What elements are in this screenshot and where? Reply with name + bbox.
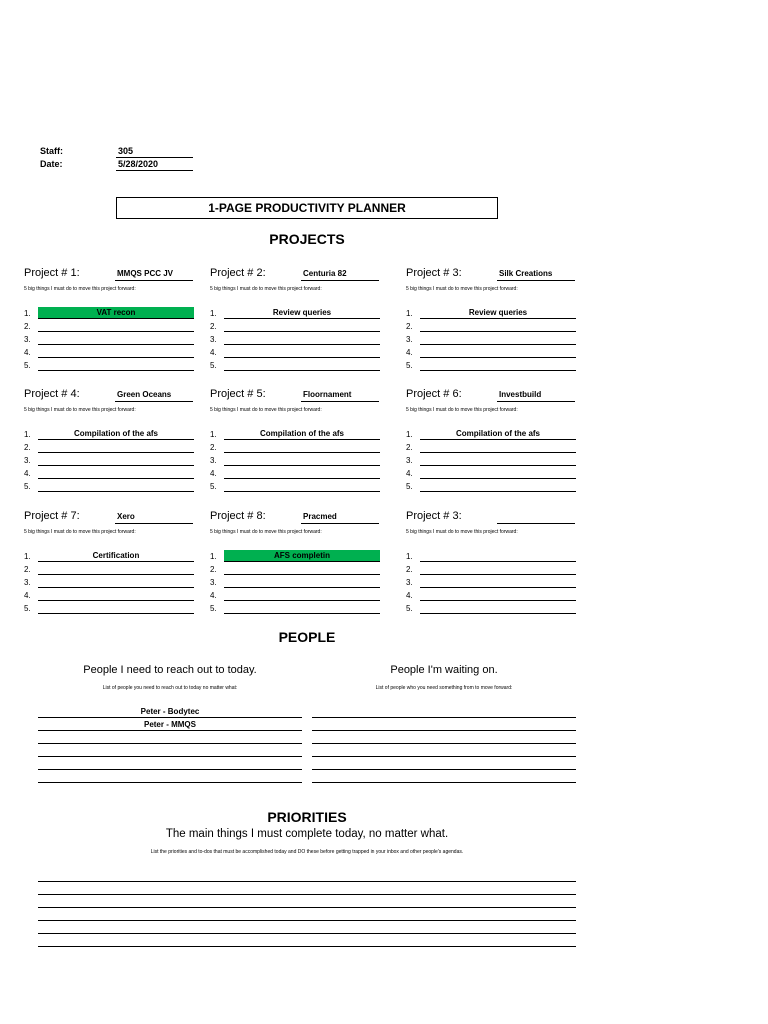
task-number: 3. — [210, 335, 217, 344]
project-name[interactable]: Investbuild — [499, 390, 542, 399]
project-task[interactable]: AFS completin — [224, 550, 380, 562]
project-task[interactable] — [420, 454, 576, 466]
staff-value[interactable]: 305 — [118, 146, 134, 156]
project-label: Project # 8: — [210, 510, 266, 522]
reach-out-item[interactable]: Peter - Bodytec — [38, 705, 302, 718]
waiting-title: People I'm waiting on. — [390, 664, 498, 676]
project-task[interactable] — [38, 454, 194, 466]
project-name-underline — [497, 280, 575, 281]
project-task[interactable] — [38, 467, 194, 479]
project-task[interactable] — [420, 602, 576, 614]
task-number: 2. — [210, 322, 217, 331]
project-name-underline — [115, 280, 193, 281]
task-number: 2. — [24, 565, 31, 574]
project-task[interactable] — [420, 550, 576, 562]
project-name-underline — [301, 523, 379, 524]
task-number: 1. — [210, 430, 217, 439]
project-task[interactable] — [224, 359, 380, 371]
project-task[interactable] — [420, 589, 576, 601]
waiting-item[interactable] — [312, 757, 576, 770]
task-number: 5. — [24, 604, 31, 613]
project-subtitle: 5 big things I must do to move this project forward: — [406, 407, 518, 413]
project-task[interactable] — [420, 563, 576, 575]
project-name-underline — [497, 523, 575, 524]
task-number: 5. — [406, 361, 413, 370]
project-label: Project # 5: — [210, 388, 266, 400]
project-name[interactable]: Centuria 82 — [303, 269, 347, 278]
project-task[interactable] — [224, 602, 380, 614]
project-subtitle: 5 big things I must do to move this project forward: — [24, 286, 136, 292]
task-number: 1. — [210, 309, 217, 318]
task-number: 5. — [24, 361, 31, 370]
reach-out-title: People I need to reach out to today. — [83, 664, 257, 676]
project-task[interactable] — [38, 333, 194, 345]
waiting-note: List of people who you need something from to move forward: — [375, 685, 513, 691]
project-task[interactable] — [224, 576, 380, 588]
task-number: 2. — [406, 322, 413, 331]
reach-out-item[interactable] — [38, 744, 302, 757]
project-label: Project # 2: — [210, 267, 266, 279]
project-subtitle: 5 big things I must do to move this project forward: — [24, 407, 136, 413]
reach-out-item[interactable] — [38, 757, 302, 770]
waiting-item[interactable] — [312, 744, 576, 757]
project-task[interactable] — [38, 441, 194, 453]
priority-item[interactable] — [38, 934, 576, 947]
project-task[interactable]: VAT recon — [38, 307, 194, 319]
project-task[interactable] — [420, 320, 576, 332]
task-number: 3. — [406, 335, 413, 344]
staff-underline — [116, 157, 193, 158]
project-name[interactable]: MMQS PCC JV — [117, 269, 174, 278]
priorities-note: List the priorities and to-dos that must be accomplished today and DO these before getting trapped in your inbox and other people's agendas. — [150, 849, 464, 855]
task-number: 4. — [24, 348, 31, 357]
project-task[interactable] — [38, 563, 194, 575]
task-number: 5. — [406, 604, 413, 613]
task-number: 2. — [24, 443, 31, 452]
project-label: Project # 6: — [406, 388, 462, 400]
project-task[interactable] — [420, 576, 576, 588]
project-label: Project # 1: — [24, 267, 80, 279]
task-number: 2. — [210, 565, 217, 574]
project-task[interactable] — [38, 320, 194, 332]
project-subtitle: 5 big things I must do to move this project forward: — [210, 286, 322, 292]
priority-item[interactable] — [38, 895, 576, 908]
task-number: 3. — [210, 456, 217, 465]
project-task[interactable] — [38, 480, 194, 492]
task-number: 3. — [24, 335, 31, 344]
project-task[interactable]: Compilation of the afs — [420, 428, 576, 440]
task-number: 5. — [210, 482, 217, 491]
priorities-heading: PRIORITIES — [267, 809, 347, 825]
project-name-underline — [301, 401, 379, 402]
project-task[interactable] — [224, 441, 380, 453]
project-task[interactable] — [38, 359, 194, 371]
project-name-underline — [115, 401, 193, 402]
priority-item[interactable] — [38, 869, 576, 882]
priority-item[interactable] — [38, 908, 576, 921]
task-number: 5. — [210, 604, 217, 613]
project-name-underline — [497, 401, 575, 402]
project-task[interactable]: Review queries — [420, 307, 576, 319]
project-name-underline — [115, 523, 193, 524]
project-task[interactable] — [420, 359, 576, 371]
task-number: 3. — [24, 578, 31, 587]
task-number: 1. — [406, 552, 413, 561]
project-subtitle: 5 big things I must do to move this project forward: — [406, 286, 518, 292]
task-number: 4. — [210, 348, 217, 357]
project-subtitle: 5 big things I must do to move this project forward: — [24, 529, 136, 535]
task-number: 5. — [24, 482, 31, 491]
project-label: Project # 7: — [24, 510, 80, 522]
task-number: 3. — [406, 578, 413, 587]
project-task[interactable] — [38, 346, 194, 358]
task-number: 1. — [24, 552, 31, 561]
priority-item[interactable] — [38, 882, 576, 895]
people-heading: PEOPLE — [278, 629, 336, 645]
task-number: 2. — [210, 443, 217, 452]
project-task[interactable] — [420, 480, 576, 492]
project-task[interactable] — [224, 480, 380, 492]
task-number: 3. — [24, 456, 31, 465]
task-number: 3. — [210, 578, 217, 587]
project-task[interactable] — [420, 467, 576, 479]
date-label: Date: — [40, 159, 63, 169]
date-underline — [116, 170, 193, 171]
project-task[interactable] — [224, 346, 380, 358]
project-task[interactable]: Review queries — [224, 307, 380, 319]
project-task[interactable] — [224, 333, 380, 345]
task-number: 2. — [24, 322, 31, 331]
task-number: 1. — [406, 309, 413, 318]
project-name-underline — [301, 280, 379, 281]
reach-out-item[interactable] — [38, 731, 302, 744]
project-label: Project # 3: — [406, 267, 462, 279]
task-number: 4. — [406, 348, 413, 357]
project-task[interactable] — [224, 454, 380, 466]
task-number: 4. — [24, 469, 31, 478]
project-name[interactable]: Silk Creations — [499, 269, 553, 278]
date-value[interactable]: 5/28/2020 — [118, 159, 159, 169]
task-number: 4. — [210, 591, 217, 600]
project-task[interactable] — [420, 333, 576, 345]
waiting-item[interactable] — [312, 718, 576, 731]
task-number: 4. — [406, 591, 413, 600]
project-task[interactable] — [420, 441, 576, 453]
task-number: 2. — [406, 565, 413, 574]
task-number: 1. — [24, 309, 31, 318]
waiting-item[interactable] — [312, 770, 576, 783]
waiting-item[interactable] — [312, 705, 576, 718]
task-number: 1. — [210, 552, 217, 561]
task-number: 5. — [406, 482, 413, 491]
staff-label: Staff: — [40, 146, 63, 156]
project-task[interactable] — [38, 576, 194, 588]
task-number: 1. — [24, 430, 31, 439]
reach-out-note: List of people you need to reach out to today no matter what: — [102, 685, 238, 691]
project-task[interactable] — [420, 346, 576, 358]
priorities-subtitle: The main things I must complete today, no matter what. — [165, 828, 449, 840]
task-number: 4. — [24, 591, 31, 600]
project-task[interactable]: Certification — [38, 550, 194, 562]
project-task[interactable] — [224, 589, 380, 601]
task-number: 5. — [210, 361, 217, 370]
project-task[interactable] — [38, 589, 194, 601]
project-task[interactable] — [224, 320, 380, 332]
project-label: Project # 3: — [406, 510, 462, 522]
task-number: 4. — [210, 469, 217, 478]
project-name[interactable]: Floornament — [303, 390, 352, 399]
waiting-item[interactable] — [312, 731, 576, 744]
project-task[interactable] — [38, 602, 194, 614]
project-name[interactable]: Green Oceans — [117, 390, 172, 399]
project-name[interactable]: Pracmed — [303, 512, 337, 521]
project-subtitle: 5 big things I must do to move this project forward: — [406, 529, 518, 535]
project-task[interactable] — [224, 467, 380, 479]
project-name[interactable]: Xero — [117, 512, 135, 521]
project-subtitle: 5 big things I must do to move this project forward: — [210, 407, 322, 413]
project-subtitle: 5 big things I must do to move this project forward: — [210, 529, 322, 535]
reach-out-item[interactable] — [38, 770, 302, 783]
task-number: 4. — [406, 469, 413, 478]
planner-title: 1-PAGE PRODUCTIVITY PLANNER — [116, 197, 498, 219]
task-number: 2. — [406, 443, 413, 452]
task-number: 1. — [406, 430, 413, 439]
project-task[interactable]: Compilation of the afs — [38, 428, 194, 440]
priority-item[interactable] — [38, 921, 576, 934]
reach-out-item[interactable]: Peter - MMQS — [38, 718, 302, 731]
project-task[interactable]: Compilation of the afs — [224, 428, 380, 440]
projects-heading: PROJECTS — [269, 231, 345, 247]
task-number: 3. — [406, 456, 413, 465]
project-task[interactable] — [224, 563, 380, 575]
project-label: Project # 4: — [24, 388, 80, 400]
